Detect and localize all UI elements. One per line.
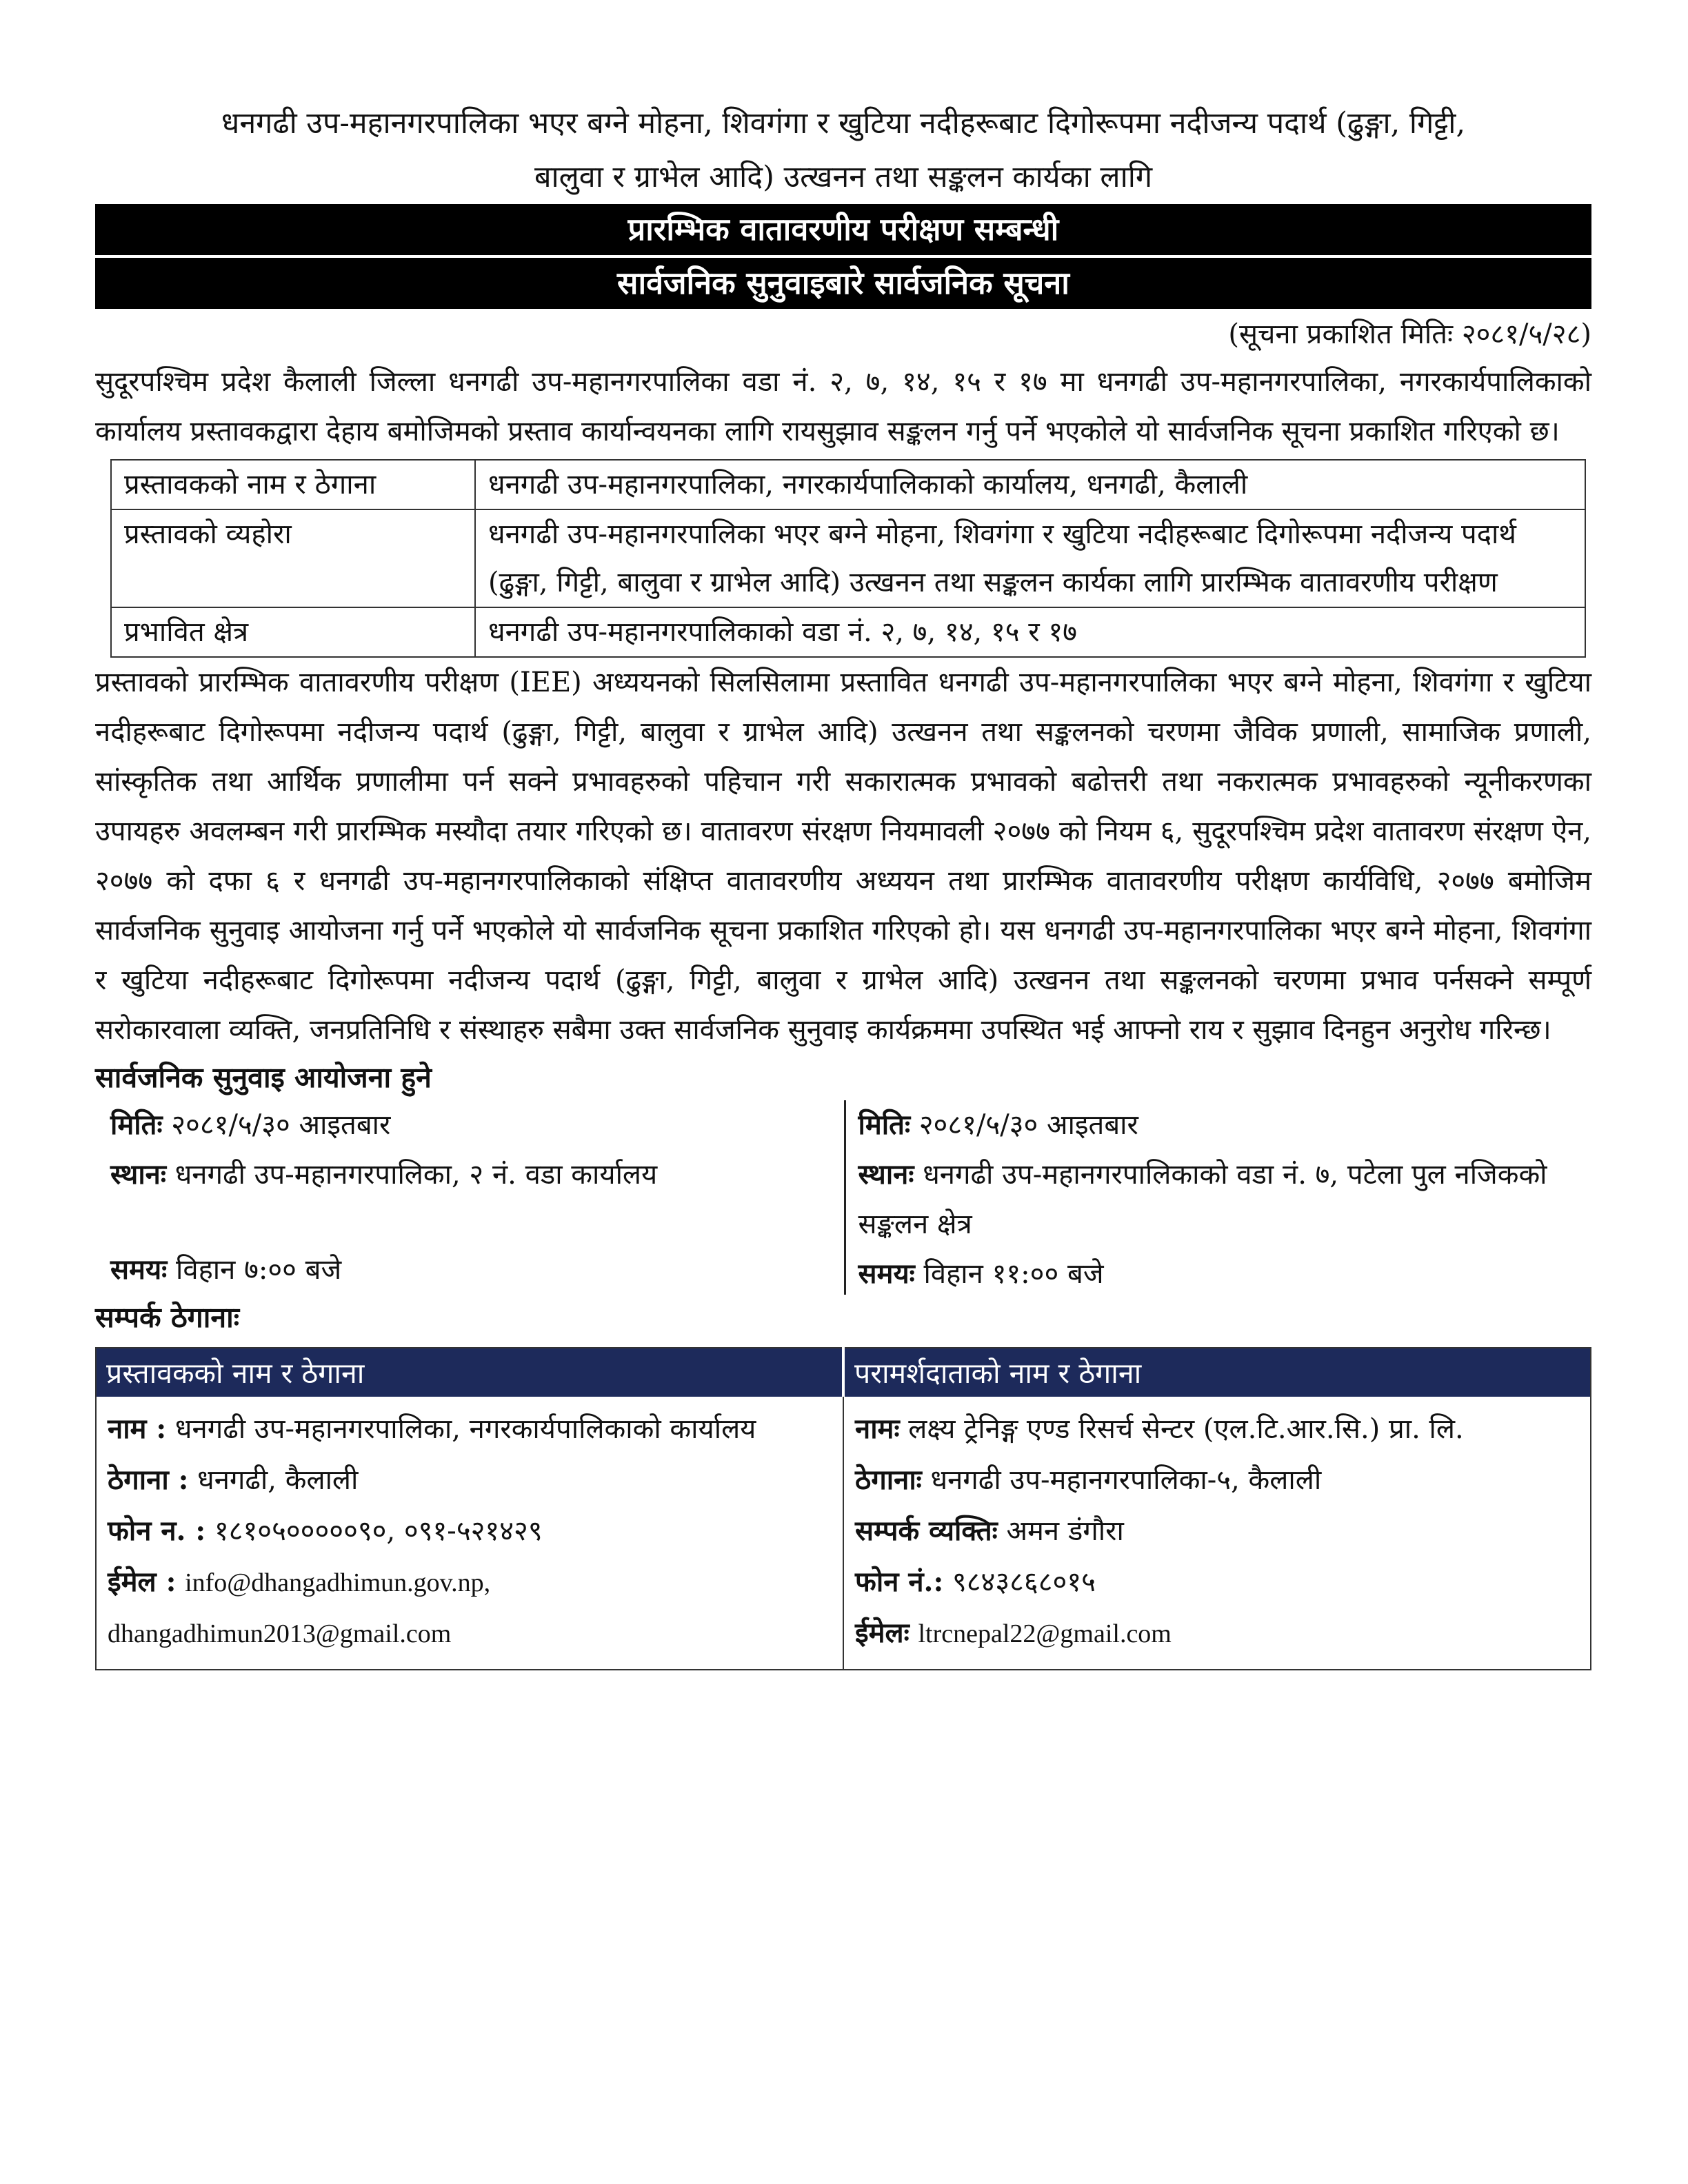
hearing-date-row: मितिः २०८१/५/३० आइतबार	[110, 1109, 391, 1141]
proponent-details: नाम : धनगढी उप-महानगरपालिका, नगरकार्यपालिकाको कार्यालय ठेगाना : धनगढी, कैलाली फोन न. : १८१०५०००००९०, ०९१-५२१४२९ ईमेल : info@dhangadhimun.gov.np, dhangadhimun2013@gmail.com	[96, 1397, 843, 1670]
hearing-place: धनगढी उप-महानगरपालिका, २ नं. वडा कार्यालय	[174, 1159, 658, 1191]
hearing-date: २०८१/५/३० आइतबार	[171, 1109, 391, 1141]
proponent-phone: १८१०५०००००९०, ०९१-५२१४२९	[214, 1515, 543, 1547]
consultant-header: परामर्शदाताको नाम र ठेगाना	[843, 1348, 1591, 1397]
hearing-left	[95, 1100, 844, 1295]
consultant-email-link[interactable]: ltrcnepal22@gmail.com	[918, 1619, 1172, 1648]
proponent-address: धनगढी, कैलाली	[197, 1464, 359, 1496]
intro-paragraph: सुदूरपश्चिम प्रदेश कैलाली जिल्ला धनगढी उप-महानगरपालिका वडा नं. २, ७, १४, १५ र १७ मा धनगढी उप-महानगरपालिका, नगरकार्यपालिकाको कार्यालय प्रस्तावकद्वारा देहाय बमोजिमको प्रस्ताव कार्यान्वयनका लागि रायसुझाव सङ्कलन गर्नु पर्ने भएकोले यो सार्वजनिक सूचना प्रकाशित गरिएको छ।	[95, 366, 1591, 447]
notice-heading	[95, 97, 1591, 204]
hearing-date: २०८१/५/३० आइतबार	[918, 1109, 1138, 1141]
proponent-name: धनगढी उप-महानगरपालिका, नगरकार्यपालिकाको कार्यालय	[174, 1413, 756, 1445]
info-value: धनगढी उप-महानगरपालिकाको वडा नं. २, ७, १४, १५ र १७	[475, 607, 1585, 657]
hearing-schedule	[95, 1100, 1591, 1295]
info-value: धनगढी उप-महानगरपालिका भएर बग्ने मोहना, शिवगंगा र खुटिया नदीहरूबाट दिगोरूपमा नदीजन्य पदार्थ (ढुङ्गा, गिट्टी, बालुवा र ग्राभेल आदि) उत्खनन तथा सङ्कलन कार्यका लागि प्रारम्भिक वातावरणीय परीक्षण	[475, 509, 1585, 607]
heading-line-1: धनगढी उप-महानगरपालिका भएर बग्ने मोहना, शिवगंगा र खुटिया नदीहरूबाट दिगोरूपमा नदीजन्य पदार्थ (ढुङ्गा, गिट्टी,	[221, 106, 1466, 141]
consultant-name: लक्ष्य ट्रेनिङ्ग एण्ड रिसर्च सेन्टर (एल.टि.आर.सि.) प्रा. लि.	[908, 1413, 1464, 1445]
consultant-phone: ९८४३८६८०१५	[952, 1566, 1096, 1598]
proponent-email-link-2[interactable]: dhangadhimun2013@gmail.com	[108, 1619, 452, 1648]
hearing-time: विहान ७:०० बजे	[175, 1254, 342, 1286]
title-band-1: प्रारम्भिक वातावरणीय परीक्षण सम्बन्धी	[95, 204, 1591, 255]
hearing-place-row: स्थानः धनगढी उप-महानगरपालिका, २ नं. वडा कार्यालय	[110, 1158, 658, 1191]
info-label: प्रस्तावको व्यहोरा	[111, 509, 475, 607]
proposal-info-table	[110, 459, 1586, 658]
heading-line-2: बालुवा र ग्राभेल आदि) उत्खनन तथा सङ्कलन कार्यका लागि	[534, 160, 1153, 194]
contact-title: सम्पर्क ठेगानाः	[95, 1301, 240, 1334]
info-label: प्रभावित क्षेत्र	[111, 607, 475, 657]
hearing-time-row: समयः विहान ११:०० बजे	[858, 1257, 1104, 1290]
hearing-right	[844, 1100, 1592, 1295]
title-band-2: सार्वजनिक सुनुवाइबारे सार्वजनिक सूचना	[95, 258, 1591, 309]
contact-table	[95, 1347, 1591, 1670]
proponent-header: प्रस्तावकको नाम र ठेगाना	[96, 1348, 843, 1397]
hearing-title: सार्वजनिक सुनुवाइ आयोजना हुने	[95, 1061, 432, 1094]
hearing-date-row: मितिः २०८१/५/३० आइतबार	[858, 1109, 1138, 1141]
info-value: धनगढी उप-महानगरपालिका, नगरकार्यपालिकाको कार्यालय, धनगढी, कैलाली	[475, 460, 1585, 509]
hearing-time-row: समयः विहान ७:०० बजे	[110, 1253, 342, 1286]
consultant-details: नामः लक्ष्य ट्रेनिङ्ग एण्ड रिसर्च सेन्टर (एल.टि.आर.सि.) प्रा. लि. ठेगानाः धनगढी उप-महानगरपालिका-५, कैलाली सम्पर्क व्यक्तिः अमन डंगौरा फोन नं.: ९८४३८६८०१५ ईमेलः ltrcnepal22@gmail.com	[843, 1397, 1591, 1670]
consultant-person: अमन डंगौरा	[1006, 1515, 1124, 1547]
hearing-place-row: स्थानः धनगढी उप-महानगरपालिकाको वडा नं. ७, पटेला पुल नजिकको सङ्कलन क्षेत्र	[858, 1158, 1547, 1240]
body-paragraph: प्रस्तावको प्रारम्भिक वातावरणीय परीक्षण (IEE) अध्ययनको सिलसिलामा प्रस्तावित धनगढी उप-महानगरपालिका भएर बग्ने मोहना, शिवगंगा र खुटिया नदीहरूबाट दिगोरूपमा नदीजन्य पदार्थ (ढुङ्गा, गिट्टी, बालुवा र ग्राभेल आदि) उत्खनन तथा सङ्कलनको चरणमा जैविक प्रणाली, सामाजिक प्रणाली, सांस्कृतिक तथा आर्थिक प्रणालीमा पर्न सक्ने प्रभावहरुको पहिचान गरी सकारात्मक प्रभावको बढोत्तरी तथा नकरात्मक प्रभावहरुको न्यूनीकरणका उपायहरु अवलम्बन गरी प्रारम्भिक मस्यौदा तयार गरिएको छ। वातावरण संरक्षण नियमावली २०७७ को नियम ६, सुदूरपश्चिम प्रदेश वातावरण संरक्षण ऐन, २०७७ को दफा ६ र धनगढी उप-महानगरपालिकाको संक्षिप्त वातावरणीय अध्ययन तथा प्रारम्भिक वातावरणीय परीक्षण कार्यविधि, २०७७ बमोजिम सार्वजनिक सुनुवाइ आयोजना गर्नु पर्ने भएकोले यो सार्वजनिक सूचना प्रकाशित गरिएको हो। यस धनगढी उप-महानगरपालिका भएर बग्ने मोहना, शिवगंगा र खुटिया नदीहरूबाट दिगोरूपमा नदीजन्य पदार्थ (ढुङ्गा, गिट्टी, बालुवा र ग्राभेल आदि) उत्खनन तथा सङ्कलनको चरणमा प्रभाव पर्नसक्ने सम्पूर्ण सरोकारवाला व्यक्ति, जनप्रतिनिधि र संस्थाहरु सबैमा उक्त सार्वजनिक सुनुवाइ कार्यक्रममा उपस्थित भई आफ्नो राय र सुझाव दिनहुन अनुरोध गरिन्छ।	[95, 667, 1591, 1046]
hearing-time: विहान ११:०० बजे	[923, 1258, 1104, 1290]
hearing-place: धनगढी उप-महानगरपालिकाको वडा नं. ७, पटेला पुल नजिकको सङ्कलन क्षेत्र	[858, 1159, 1547, 1240]
consultant-address: धनगढी उप-महानगरपालिका-५, कैलाली	[930, 1464, 1322, 1496]
table-row	[111, 460, 1585, 509]
published-date: (सूचना प्रकाशित मितिः २०८१/५/२८)	[1228, 318, 1591, 350]
proponent-email-link[interactable]: info@dhangadhimun.gov.np,	[185, 1568, 491, 1597]
notice-page	[95, 97, 1591, 1670]
info-label: प्रस्तावकको नाम र ठेगाना	[111, 460, 475, 509]
table-row	[111, 509, 1585, 607]
table-row	[111, 607, 1585, 657]
